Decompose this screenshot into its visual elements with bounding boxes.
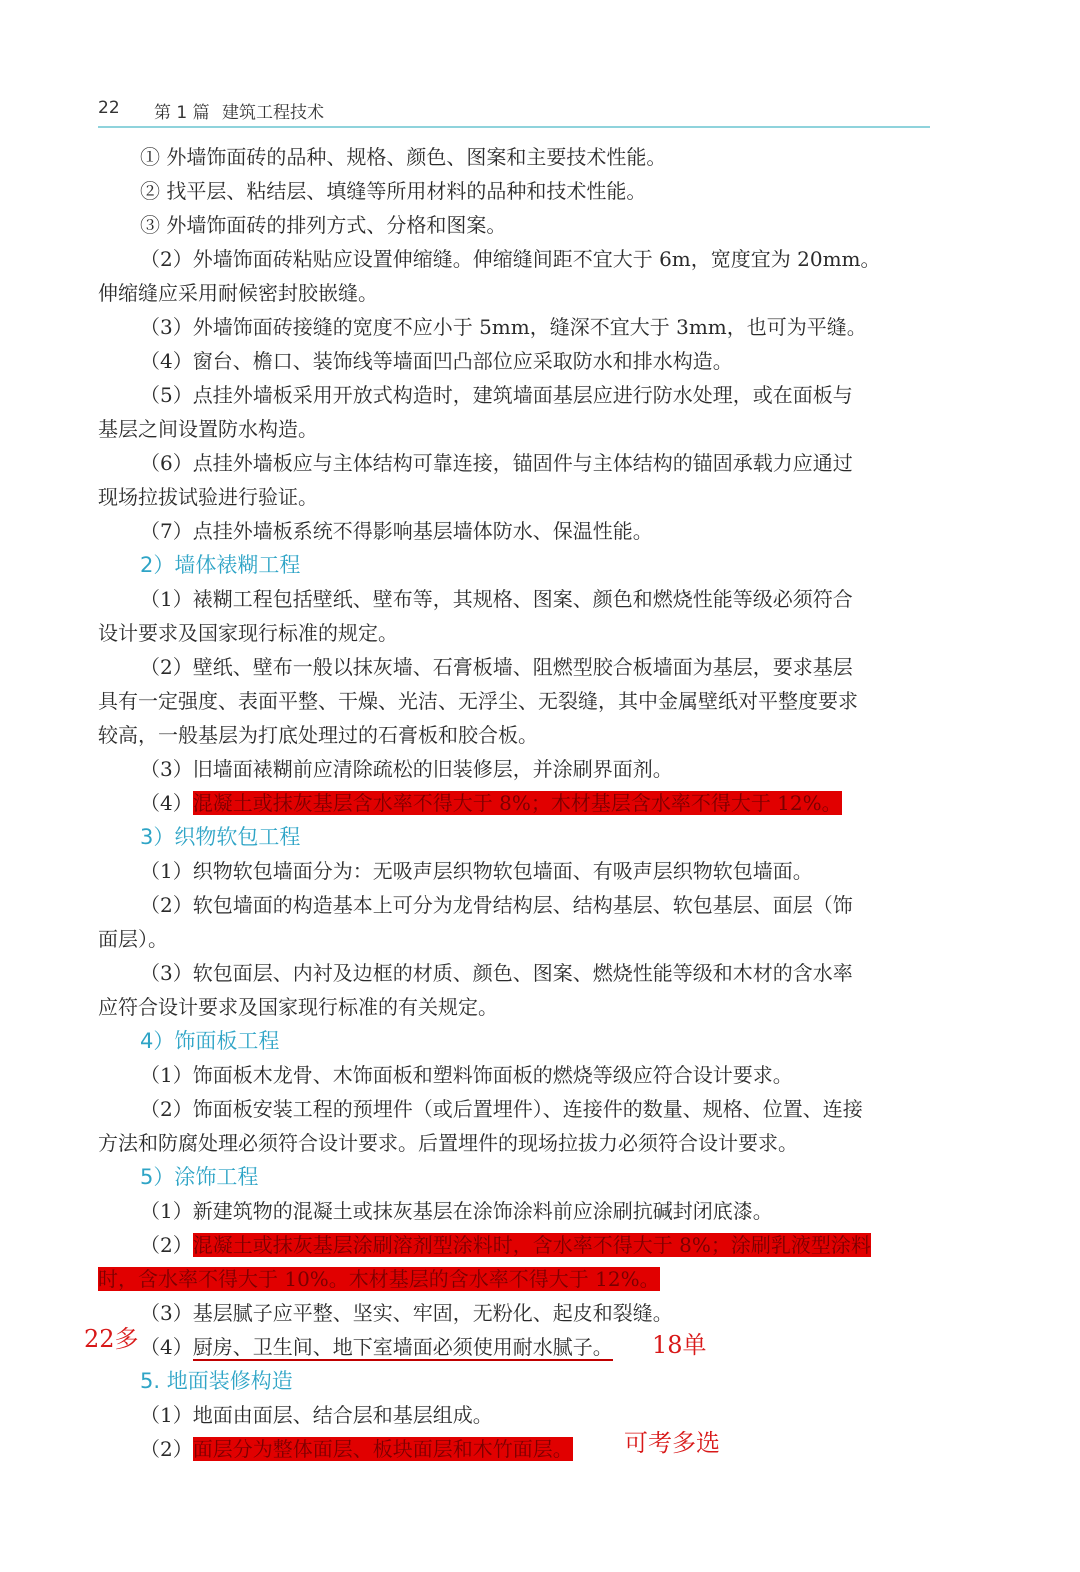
- highlighted-text: 面层分为整体面层、板块面层和木竹面层。: [192, 1437, 573, 1461]
- part-label: 第 1 篇: [154, 103, 210, 123]
- paragraph-line: （6）点挂外墙板应与主体结构可靠连接，锚固件与主体结构的锚固承载力应通过: [140, 451, 853, 475]
- paragraph-line: 具有一定强度、表面平整、干燥、光洁、无浮尘、无裂缝，其中金属壁纸对平整度要求: [98, 689, 858, 713]
- paragraph-line: [98, 1228, 930, 1262]
- highlighted-text: 时，含水率不得大于 10%。木材基层的含水率不得大于 12%。: [98, 1267, 660, 1291]
- section-heading: 3）织物软包工程: [140, 825, 301, 849]
- paragraph-line: （7）点挂外墙板系统不得影响基层墙体防水、保温性能。: [140, 519, 653, 543]
- paragraph-line: （2）外墙饰面砖粘贴应设置伸缩缝。伸缩缝间距不宜大于 6m，宽度宜为 20mm。: [140, 247, 881, 271]
- section-heading: 5. 地面装修构造: [140, 1369, 293, 1393]
- part-title: 建筑工程技术: [222, 103, 324, 123]
- paragraph-line: （1）织物软包墙面分为：无吸声层织物软包墙面、有吸声层织物软包墙面。: [140, 859, 813, 883]
- paragraph-line: （1）饰面板木龙骨、木饰面板和塑料饰面板的燃烧等级应符合设计要求。: [140, 1063, 793, 1087]
- paragraph-line: 较高，一般基层为打底处理过的石膏板和胶合板。: [98, 723, 538, 747]
- page-body: [98, 140, 930, 1466]
- paragraph-line: （1）地面由面层、结合层和基层组成。: [140, 1403, 493, 1427]
- handwritten-note-bottom: 可考多选: [624, 1429, 720, 1457]
- handwritten-note-right: 18单: [652, 1331, 707, 1359]
- paragraph-line: ③ 外墙饰面砖的排列方式、分格和图案。: [140, 213, 507, 237]
- paragraph-line: [98, 1330, 930, 1364]
- page-header: [98, 92, 930, 128]
- highlighted-text: 混凝土或抹灰基层涂刷溶剂型涂料时，含水率不得大于 8%；涂刷乳液型涂料: [192, 1233, 871, 1257]
- paragraph-line: 现场拉拔试验进行验证。: [98, 485, 318, 509]
- highlighted-text: 混凝土或抹灰基层含水率不得大于 8%；木材基层含水率不得大于 12%。: [192, 791, 842, 815]
- paragraph-line: （5）点挂外墙板采用开放式构造时，建筑墙面基层应进行防水处理，或在面板与: [140, 383, 853, 407]
- paragraph-line: （1）裱糊工程包括壁纸、壁布等，其规格、图案、颜色和燃烧性能等级必须符合: [140, 587, 853, 611]
- paragraph-line: （2）壁纸、壁布一般以抹灰墙、石膏板墙、阻燃型胶合板墙面为基层，要求基层: [140, 655, 853, 679]
- page-number: 22: [98, 98, 120, 118]
- paragraph-line: 应符合设计要求及国家现行标准的有关规定。: [98, 995, 498, 1019]
- handwritten-note-left: 22多: [84, 1325, 139, 1353]
- section-heading: 5）涂饰工程: [140, 1165, 259, 1189]
- paragraph-line: （3）基层腻子应平整、坚实、牢固，无粉化、起皮和裂缝。: [140, 1301, 673, 1325]
- underlined-text: 厨房、卫生间、地下室墙面必须使用耐水腻子。: [192, 1335, 613, 1359]
- item-number: （2）: [140, 1233, 193, 1257]
- paragraph-line: （3）旧墙面裱糊前应清除疏松的旧装修层，并涂刷界面剂。: [140, 757, 673, 781]
- paragraph-line: ① 外墙饰面砖的品种、规格、颜色、图案和主要技术性能。: [140, 145, 667, 169]
- paragraph-line: （3）外墙饰面砖接缝的宽度不应小于 5mm，缝深不宜大于 3mm，也可为平缝。: [140, 315, 867, 339]
- paragraph-line: [98, 786, 930, 820]
- item-number: （2）: [140, 1437, 193, 1461]
- paragraph-line: 面层）。: [98, 927, 168, 951]
- paragraph-line: [98, 1432, 930, 1466]
- paragraph-line: [98, 1262, 930, 1296]
- paragraph-line: （1）新建筑物的混凝土或抹灰基层在涂饰涂料前应涂刷抗碱封闭底漆。: [140, 1199, 773, 1223]
- paragraph-line: （4）窗台、檐口、装饰线等墙面凹凸部位应采取防水和排水构造。: [140, 349, 733, 373]
- paragraph-line: 伸缩缝应采用耐候密封胶嵌缝。: [98, 281, 378, 305]
- paragraph-line: 设计要求及国家现行标准的规定。: [98, 621, 398, 645]
- item-number: （4）: [140, 791, 193, 815]
- paragraph-line: 基层之间设置防水构造。: [98, 417, 318, 441]
- item-number: （4）: [140, 1335, 193, 1359]
- paragraph-line: （2）饰面板安装工程的预埋件（或后置埋件）、连接件的数量、规格、位置、连接: [140, 1097, 863, 1121]
- paragraph-line: ② 找平层、粘结层、填缝等所用材料的品种和技术性能。: [140, 179, 647, 203]
- paragraph-line: （3）软包面层、内衬及边框的材质、颜色、图案、燃烧性能等级和木材的含水率: [140, 961, 853, 985]
- paragraph-line: 方法和防腐处理必须符合设计要求。后置埋件的现场拉拔力必须符合设计要求。: [98, 1131, 798, 1155]
- section-heading: 2）墙体裱糊工程: [140, 553, 301, 577]
- paragraph-line: （2）软包墙面的构造基本上可分为龙骨结构层、结构基层、软包基层、面层（饰: [140, 893, 853, 917]
- section-heading: 4）饰面板工程: [140, 1029, 280, 1053]
